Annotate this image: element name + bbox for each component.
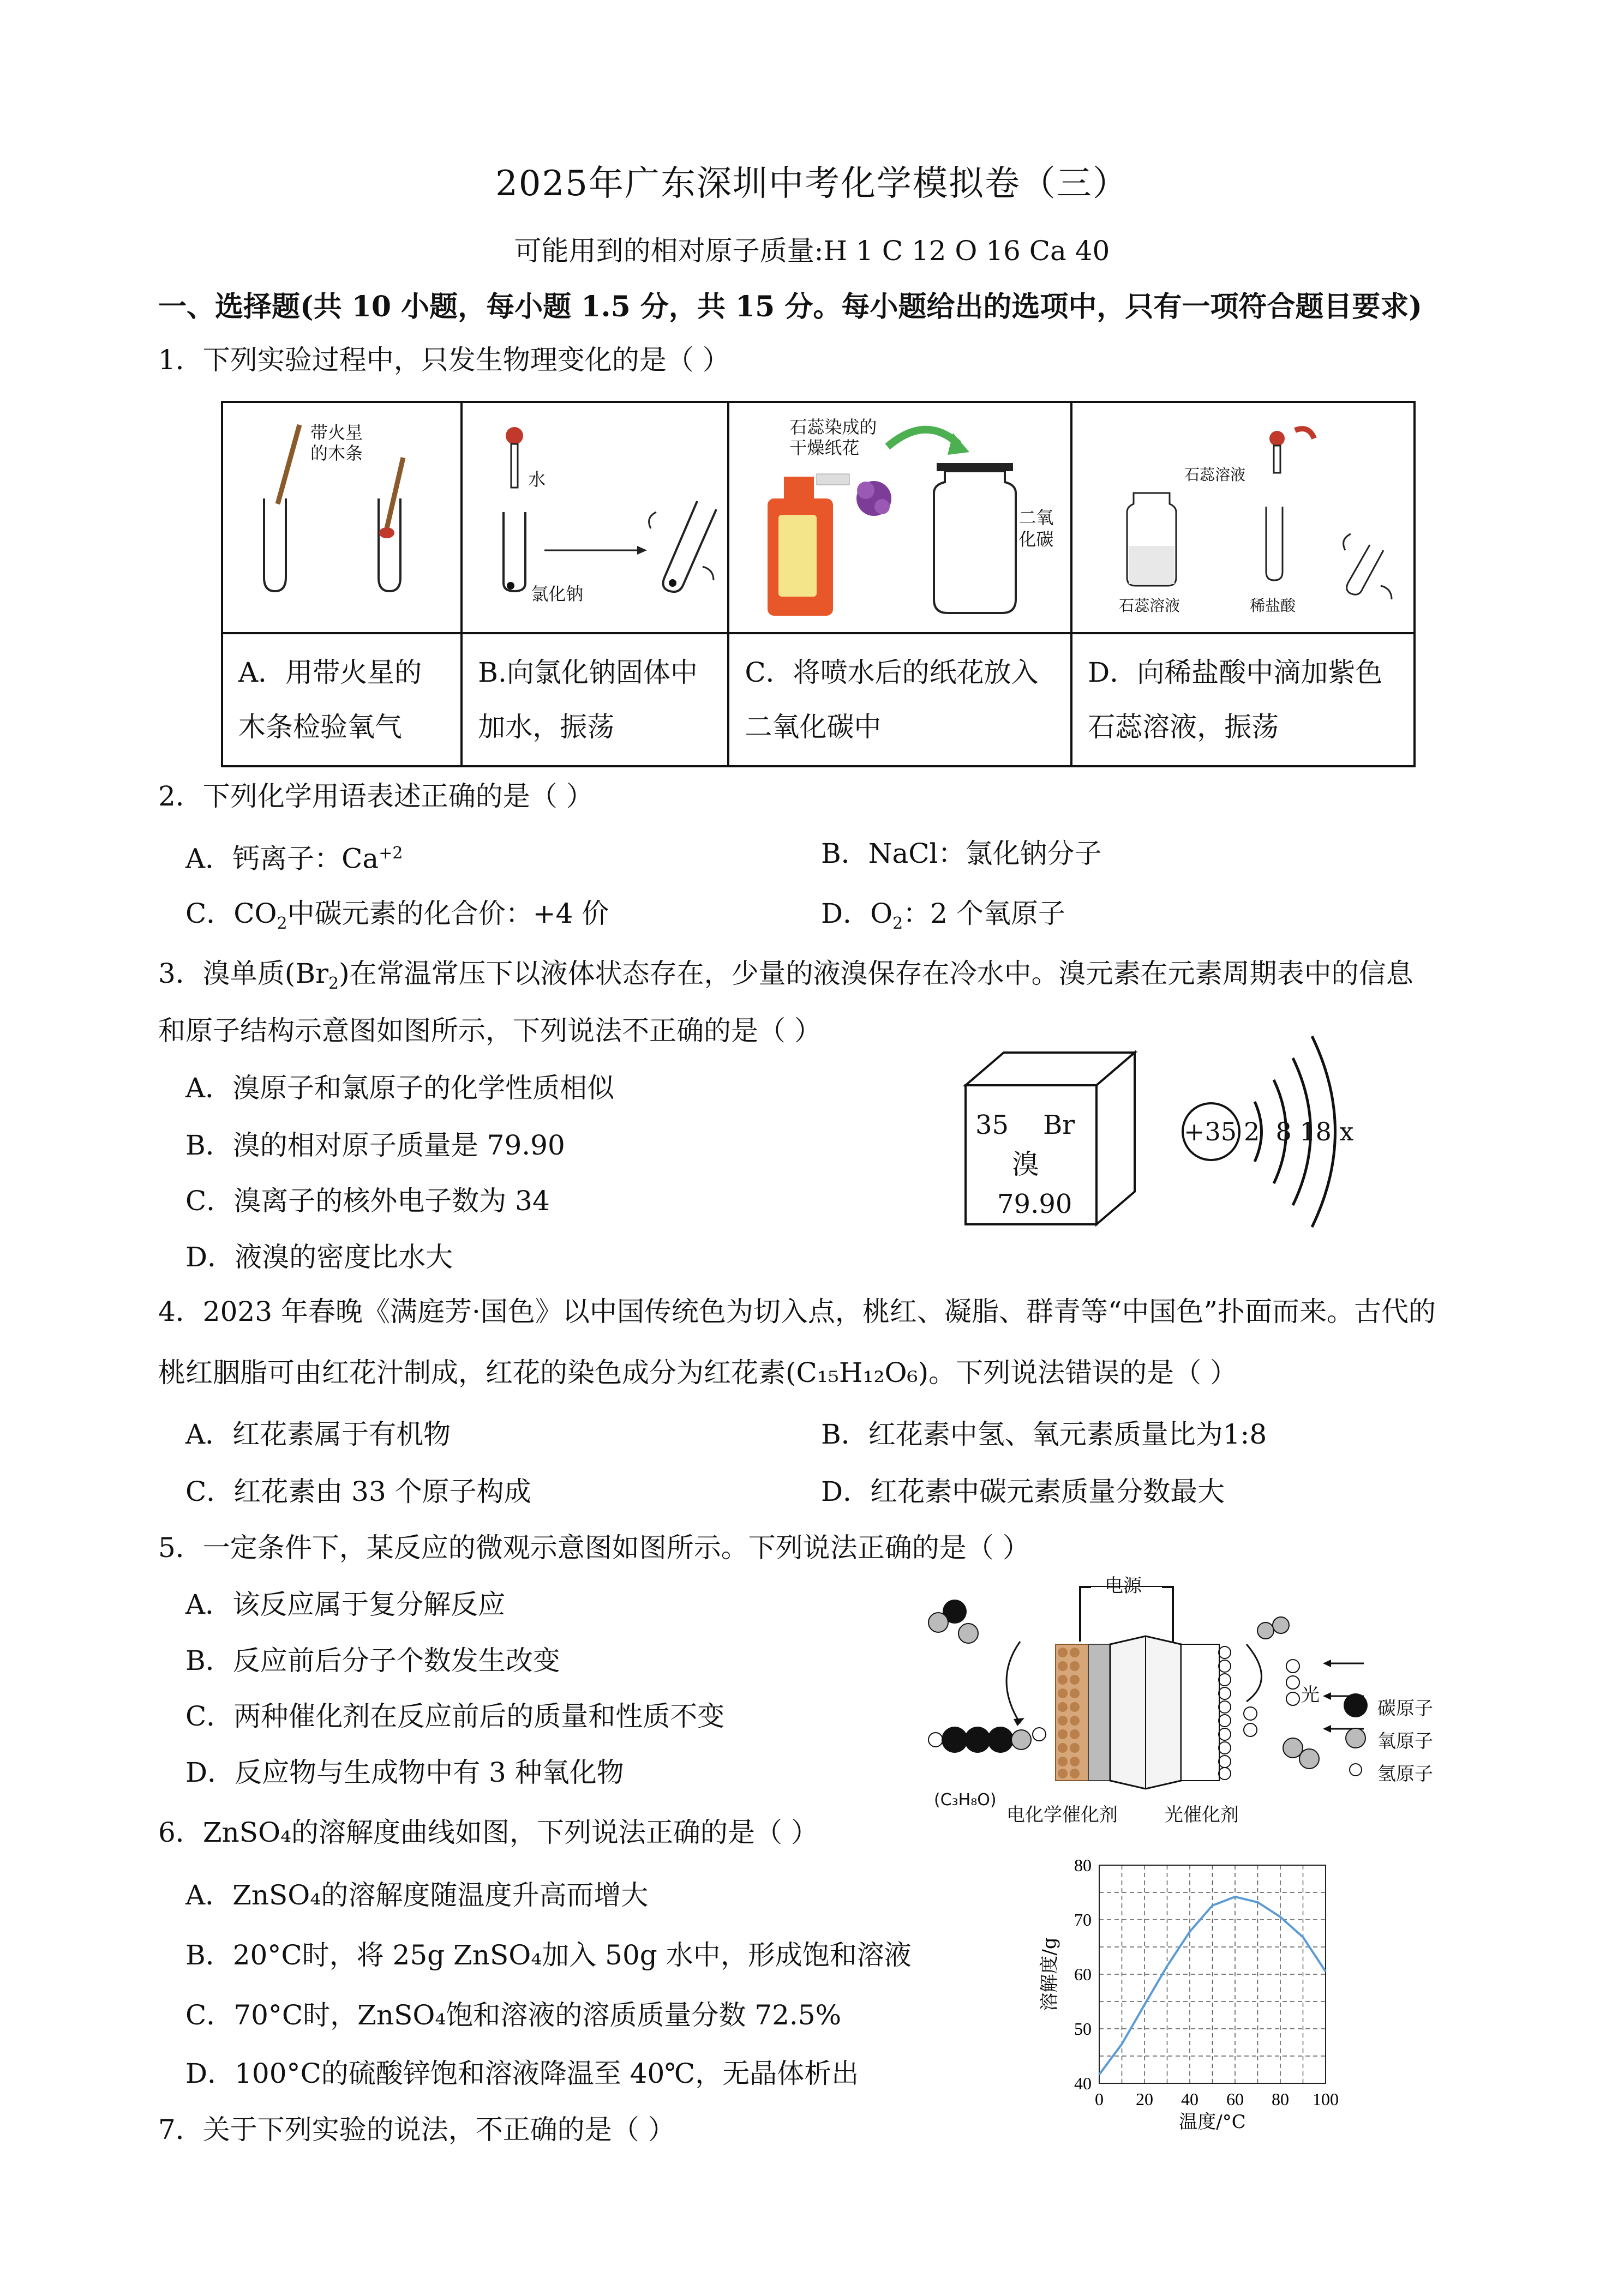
q5-option-a: A．该反应属于复分解反应 [185,1589,506,1620]
q2-option-b: B．NaCl：氯化钠分子 [821,838,1102,869]
q2-option-a [185,837,403,875]
q1-option-a: A．用带火星的木条检验氧气 [222,633,462,766]
element-mass: 79.90 [997,1189,1072,1219]
q5-option-b: B．反应前后分子个数发生改变 [185,1645,560,1676]
q6-stem [158,1816,818,1849]
q6-option-c: C．70°C时，ZnSO₄饱和溶液的溶质质量分数 72.5% [185,1999,842,2031]
q4-option-a: A．红花素属于有机物 [185,1419,451,1450]
hydrogen-legend: 氢原子 [1377,1763,1433,1785]
q6-formula: ZnSO₄ [202,1817,292,1848]
q2-option-c-post: 中碳元素的化合价：+4 价 [287,898,609,929]
q3-option-b: B．溴的相对原子质量是 79.90 [185,1129,565,1161]
atom-nucleus: +35 [1184,1117,1237,1146]
y-axis-label: 溶解度/g [1039,1937,1060,2011]
power-label: 电源 [1105,1575,1142,1597]
q5-option-c: C．两种催化剂在反应前后的质量和性质不变 [185,1700,725,1732]
q7-stem: 7．关于下列实验的说法，不正确的是（ ） [158,2114,675,2145]
q3-stem-line1 [158,957,1413,1000]
page-title: 2025年广东深圳中考化学模拟卷（三） [495,164,1129,204]
q6-stem-pre: 6． [158,1817,203,1848]
q4-stem-pre: 桃红胭脂可由红花汁制成，红花的染色成分为红花素 [158,1357,786,1389]
dropper-nacl-figure [463,403,728,630]
q2-option-a-charge: +2 [379,844,403,863]
electro-catalyst-label: 电化学催化剂 [1006,1804,1118,1826]
q3-option-d: D．液溴的密度比水大 [185,1241,453,1273]
atomic-mass-line: 可能用到的相对原子质量:H 1 C 12 O 16 Ca 40 [514,235,1110,267]
water-label: 水 [528,469,546,490]
acid-label: 稀盐酸 [1250,597,1296,615]
q4-option-d: D．红花素中碳元素质量分数最大 [821,1476,1225,1507]
oxygen-legend: 氧原子 [1377,1730,1433,1752]
q6-option-d: D．100°C的硫酸锌饱和溶液降温至 40℃，无晶体析出 [185,2058,859,2089]
element-symbol: Br [1043,1110,1075,1140]
element-atomic-number: 35 [975,1110,1009,1140]
q1-figure-b [462,402,728,633]
splint-label: 带火星 的木条 [310,422,363,464]
q3-option-a: A．溴原子和氯原子的化学性质相似 [185,1072,615,1104]
q5-option-d: D．反应物与生成物中有 3 种氧化物 [185,1757,624,1788]
photo-catalyst-label: 光催化剂 [1165,1804,1239,1826]
q4-stem-line1: 4．2023 年春晚《满庭芳·国色》以中国传统色为切入点，桃红、凝脂、群青等“中国色”扑面而来。古代的 [158,1296,1436,1327]
q1-figure-c [728,402,1071,633]
q3-option-c: C．溴离子的核外电子数为 34 [185,1185,550,1217]
x-tick-label: 80 [1272,2089,1289,2109]
q4-option-c: C．红花素由 33 个原子构成 [185,1476,531,1507]
q2-option-c-sub: 2 [277,914,287,933]
q6-option-b: B．20°C时，将 25g ZnSO₄加入 50g 水中，形成饱和溶液 [185,1939,912,1971]
q4-stem-post: 。下列说法错误的是（ ） [928,1357,1237,1389]
q6-option-a: A．ZnSO₄的溶解度随温度升高而增大 [185,1879,649,1911]
x-tick-label: 40 [1181,2089,1198,2109]
q6-stem-post: 的溶解度曲线如图，下列说法正确的是（ ） [291,1817,818,1848]
nacl-label: 氯化钠 [531,584,584,604]
q2-option-a-text: A．钙离子：Ca [185,843,379,875]
litmus-label: 石蕊溶液 [1119,597,1180,615]
solubility-curve [1099,1897,1326,2075]
atom-shells: 2 8 18 x [1244,1117,1354,1146]
x-axis-label: 温度/°C [1179,2111,1246,2133]
carbon-legend: 碳原子 [1377,1698,1433,1720]
x-tick-label: 60 [1226,2089,1244,2109]
q4-stem-line2 [158,1356,1237,1389]
q3-formula: Br [295,958,328,989]
product-formula: (C₃H₈O) [934,1790,997,1810]
element-name: 溴 [1012,1149,1039,1180]
x-tick-label: 20 [1136,2089,1153,2109]
q3-stem-line2: 和原子结构示意图如图所示，下列说法不正确的是（ ） [158,1015,822,1047]
y-tick-label: 70 [1074,1910,1092,1930]
q1-table [221,401,1416,767]
q1-option-d: D．向稀盐酸中滴加紫色石蕊溶液，振荡 [1071,633,1415,766]
q4-option-b: B．红花素中氢、氧元素质量比为1:8 [821,1419,1267,1450]
q1-option-b: B.向氯化钠固体中加水，振荡 [462,633,728,766]
q2-option-d-post: ：2 个氧原子 [903,898,1065,929]
y-tick-label: 40 [1074,2073,1092,2093]
q1-figure-d [1071,402,1415,633]
y-tick-label: 50 [1074,2019,1092,2039]
solubility-chart [1015,1843,1353,2138]
y-tick-label: 60 [1074,1964,1092,1984]
x-tick-label: 0 [1095,2089,1104,2109]
q2-option-c [185,897,609,940]
q4-formula: (C₁₅H₁₂O₆) [786,1357,929,1389]
q1-figure-a [222,402,462,633]
q3-formula-sub: 2 [328,974,339,993]
litmus-top-label: 石蕊溶液 [1184,466,1246,484]
q2-option-c-pre: C．CO [185,898,277,929]
section-heading: 一、选择题(共 10 小题，每小题 1.5 分，共 15 分。每小题给出的选项中，只有一项符合题目要求) [158,290,1423,323]
flower-label: 石蕊染成的 干燥纸花 [789,417,877,458]
q3-stem-pre: 3．溴单质( [158,958,296,989]
y-tick-label: 80 [1074,1855,1092,1875]
q1-option-c: C．将喷水后的纸花放入二氧化碳中 [728,633,1071,766]
q2-option-d [821,897,1065,940]
q5-stem: 5．一定条件下，某反应的微观示意图如图所示。下列说法正确的是（ ） [158,1532,1030,1564]
q1-stem: 1．下列实验过程中，只发生物理变化的是（ ） [158,344,730,376]
q2-option-d-sub: 2 [892,914,903,933]
q2-option-d-pre: D．O [821,898,893,929]
co2-label: 二氧 化碳 [1018,507,1054,550]
x-tick-label: 100 [1313,2089,1339,2109]
q2-stem: 2．下列化学用语表述正确的是（ ） [158,780,594,812]
light-label: 光 [1301,1684,1320,1706]
q3-stem-post: )在常温常压下以液体状态存在，少量的液溴保存在冷水中。溴元素在元素周期表中的信息 [339,958,1413,989]
